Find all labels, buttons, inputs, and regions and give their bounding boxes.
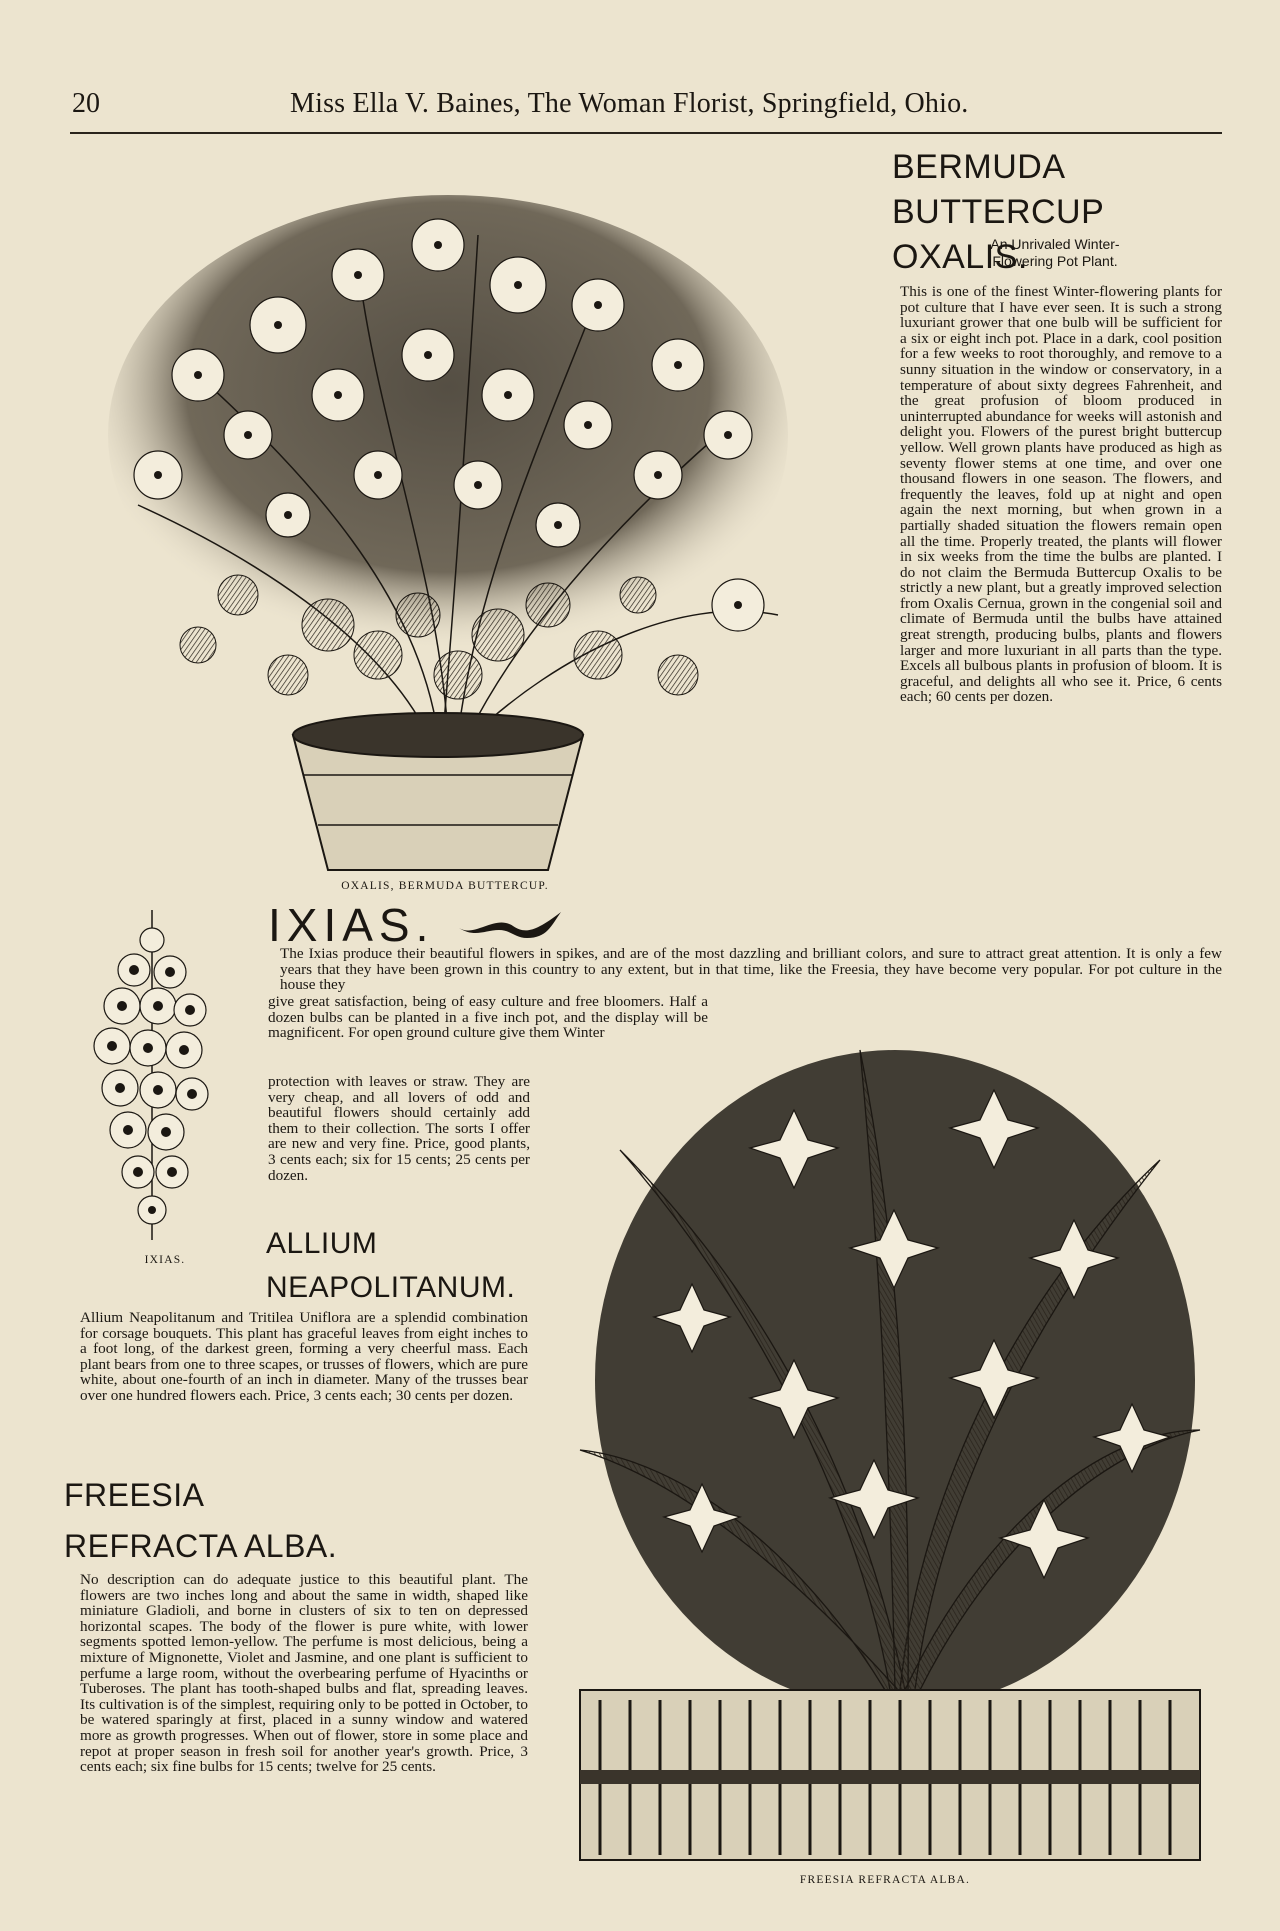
oxalis-caption: OXALIS, BERMUDA BUTTERCUP.	[341, 880, 549, 892]
page-header-title: Miss Ella V. Baines, The Woman Florist, Springfield, Ohio.	[290, 88, 969, 119]
bermuda-body: This is one of the finest Winter-flowering plants for pot culture that I have ever seen. It is such a strong luxuriant grower that one bulb will be sufficient for a six or eight inch pot. Place in a dark, cool position for a few weeks to root thoroughly, and remove to a sunny situation in the window or conservatory, in a temperature of about sixty degrees Fahrenheit, and the great profusion of bloom produced in uninterrupted abundance for weeks will astonish and delight you. Flowers of the purest bright buttercup yellow. Well grown plants have produced as high as seventy flower stems at one time, and over one thousand flowers in one season. The flowers, and frequently the leaves, fold up at night and open again the next morning, but when grown in a partially shaded situation the flowers remain open all the time. Properly treated, the plants will flower in six weeks from the time the bulbs are planted. I do not claim the Bermuda Buttercup Oxalis to be strictly a new plant, but a greatly improved selection from Oxalis Cernua, grown in the congenial soil and climate of Bermuda until the bulbs have attained great strength, producing bulbs, plants and flowers larger and more luxuriant in all parts than the type. Excels all bulbous plants in profusion of bloom. It is graceful, and delights all who see it. Price, 6 cents each; 60 cents per dozen.	[900, 283, 1222, 706]
allium-body: Allium Neapolitanum and Tritilea Uniflora are a splendid combination for corsage bouquets. This plant has graceful leaves from eight inches to a foot long, of the darkest green, forming a very cheerful mass. Each plant bears from one to three scapes, or trusses of flowers, which are pure white, about one-fourth of an inch in diameter. Many of the trusses bear over one hundred flowers each. Price, 3 cents each; 30 cents per dozen.	[80, 1309, 528, 1404]
page-number: 20	[72, 88, 100, 119]
ixias-illustration	[72, 910, 232, 1250]
freesia-title-line1: FREESIA	[64, 1477, 205, 1513]
allium-title-line2: NEAPOLITANUM.	[266, 1271, 516, 1304]
ixias-flourish-ornament	[455, 908, 565, 947]
allium-title-line1: ALLIUM	[266, 1227, 378, 1260]
freesia-illustration	[560, 1010, 1225, 1870]
bermuda-subtitle	[940, 236, 1170, 270]
bermuda-subtitle-line2: Flowering Pot Plant.	[992, 253, 1118, 269]
allium-title	[266, 1222, 515, 1310]
ixias-body-narrow: protection with leaves or straw. They are very cheap, and all lovers of odd and beautiful flowers should certainly add them to their collection. The sorts I offer are new and very fine. Price, good plants, 3 cents each; six for 15 cents; 25 cents per dozen.	[268, 1073, 530, 1184]
freesia-body: No description can do adequate justice to this beautiful plant. The flowers are two inches long and about the same in width, shaped like miniature Gladioli, and borne in clusters of six to ten on depressed horizontal scapes. The body of the flower is pure white, with lower segments spotted lemon-yellow. The perfume is most delicious, being a mixture of Mignonette, Violet and Jasmine, and one plant is sufficient to perfume a large room, without the overbearing perfume of Hyacinths or Tuberoses. The plant has tooth-shaped bulbs and flat, spreading leaves. Its cultivation is of the simplest, requiring only to be potted in October, to be watered sparingly at first, placed in a sunny window and watered more as growth progresses. When out of flower, store in some place and repot at proper season in fresh soil for another year's growth. Price, 3 cents each; six fine bulbs for 15 cents; twelve for 25 cents.	[80, 1571, 528, 1776]
bermuda-title-line2: BUTTERCUP OXALIS.	[892, 193, 1104, 276]
bermuda-subtitle-line1: An Unrivaled Winter-	[990, 236, 1120, 252]
ixias-body-full: The Ixias produce their beautiful flowers in spikes, and are of the most dazzling and brilliant colors, and sure to attract great attention. It is only a few years that they have been grown in this country to any extent, but in that time, like the Freesia, they have become very popular. For pot culture in the house they	[280, 945, 1222, 994]
oxalis-illustration	[78, 175, 848, 875]
header-rule	[70, 132, 1222, 134]
freesia-title	[64, 1470, 337, 1572]
freesia-caption: FREESIA REFRACTA ALBA.	[799, 1874, 971, 1886]
bermuda-title-line1: BERMUDA	[892, 148, 1066, 186]
ixias-caption: IXIAS.	[144, 1254, 186, 1266]
ixias-title: IXIAS.	[268, 899, 435, 951]
freesia-title-line2: REFRACTA ALBA.	[64, 1528, 338, 1564]
ixias-body-mid: give great satisfaction, being of easy culture and free bloomers. Half a dozen bulbs can be planted in a five inch pot, and the display will be magnificent. For open ground culture give them Winter	[268, 993, 708, 1042]
